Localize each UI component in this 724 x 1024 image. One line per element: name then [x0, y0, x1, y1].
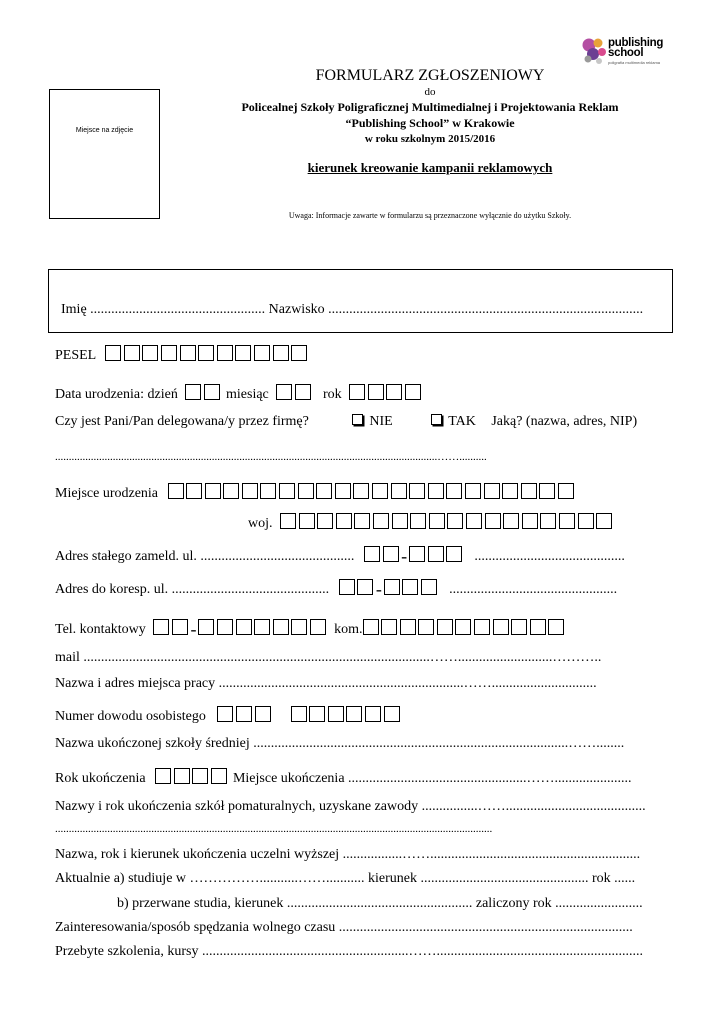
correspondence-address-row [55, 579, 617, 600]
char-box[interactable] [540, 513, 556, 529]
graduation-year-boxes[interactable] [155, 768, 229, 787]
dob-row [55, 384, 424, 403]
permanent-address-label[interactable]: Adres stałego zameld. ul. ............................................ [55, 549, 355, 564]
digit-box[interactable] [364, 546, 380, 562]
char-box[interactable] [502, 483, 518, 499]
high-school-field[interactable]: Nazwa ukończonej szkoły średniej ..........................................................................................……........ [55, 736, 625, 751]
id-number-boxes[interactable] [291, 706, 403, 725]
char-box[interactable] [484, 483, 500, 499]
digit-box[interactable] [421, 579, 437, 595]
digit-box[interactable] [402, 579, 418, 595]
pesel-label: PESEL [55, 348, 96, 363]
workplace-field[interactable]: Nazwa i adres miejsca pracy ......................................................................…….............................. [55, 676, 597, 691]
birthplace-row [55, 483, 577, 502]
course-direction: kierunek kreowanie kampanii reklamowych [307, 160, 553, 175]
digit-box[interactable] [418, 619, 434, 635]
logo-text-publishing: publishing [608, 37, 664, 49]
digit-box[interactable] [174, 768, 190, 784]
char-box[interactable] [205, 483, 221, 499]
id-series-boxes[interactable] [217, 706, 273, 725]
digit-box[interactable] [309, 706, 325, 722]
correspondence-city-field[interactable]: ................................................ [449, 582, 618, 597]
char-box[interactable] [336, 513, 352, 529]
char-box[interactable] [372, 483, 388, 499]
char-box[interactable] [429, 513, 445, 529]
checkbox-icon[interactable] [431, 414, 442, 425]
char-box[interactable] [446, 483, 462, 499]
char-box[interactable] [260, 483, 276, 499]
voivodeship-boxes[interactable] [280, 513, 615, 532]
voivodeship-row [248, 513, 615, 532]
digit-box[interactable] [291, 619, 307, 635]
title-do: do [424, 86, 436, 98]
phone-boxes[interactable]: - [153, 619, 328, 640]
char-box[interactable] [317, 513, 333, 529]
courses-field[interactable]: Przebyte szkolenia, kursy ...........................................................……........................................................... [55, 944, 643, 959]
company-details-field[interactable]: ...........................................................................................................................................…….......... [55, 451, 487, 463]
char-box[interactable] [539, 483, 555, 499]
school-name: Policealnej Szkoły Poligraficznej Multimedialnej i Projektowania Reklam [241, 100, 619, 114]
digit-box[interactable] [273, 345, 289, 361]
digit-box[interactable] [384, 579, 400, 595]
checkbox-icon[interactable] [352, 414, 363, 425]
dob-year-label: rok [322, 387, 342, 402]
digit-box[interactable] [192, 768, 208, 784]
char-box[interactable] [373, 513, 389, 529]
digit-box[interactable] [217, 345, 233, 361]
company-question: Jaką? (nazwa, adres, NIP) [491, 414, 638, 429]
postal-code-boxes[interactable]: - [339, 579, 440, 600]
photo-placeholder [49, 89, 160, 219]
email-field[interactable]: mail ...................................................................................................……...........................……….. [55, 650, 602, 665]
phone-row [55, 619, 567, 640]
publishing-school-logo [580, 36, 680, 70]
logo-tagline: poligrafia multimedia reklama [608, 60, 661, 65]
char-box[interactable] [242, 483, 258, 499]
digit-box[interactable] [428, 546, 444, 562]
char-box[interactable] [428, 483, 444, 499]
interrupted-studies-field[interactable]: b) przerwane studia, kierunek ..................................................... zaliczony rok ......................... [117, 896, 643, 911]
mobile-boxes[interactable] [363, 619, 568, 638]
school-name-2: “Publishing School” w Krakowie [345, 116, 515, 130]
char-box[interactable] [280, 513, 296, 529]
university-field[interactable]: Nazwa, rok i kierunek ukończenia uczelni wyższej .................……............................................................ [55, 847, 641, 862]
correspondence-address-label[interactable]: Adres do koresp. ul. ............................................. [55, 582, 330, 597]
digit-box[interactable] [276, 384, 292, 400]
digit-box[interactable] [357, 579, 373, 595]
digit-box[interactable] [368, 384, 384, 400]
current-studies-field[interactable]: Aktualnie a) studiuje w ……………...........……........... kierunek ................................................ rok ...... [55, 871, 636, 886]
pesel-row [55, 345, 310, 364]
digit-box[interactable] [180, 345, 196, 361]
char-box[interactable] [578, 513, 594, 529]
digit-box[interactable] [386, 384, 402, 400]
char-box[interactable] [522, 513, 538, 529]
nie-label: NIE [369, 414, 393, 429]
char-box[interactable] [558, 483, 574, 499]
char-box[interactable] [466, 513, 482, 529]
digit-box[interactable] [328, 706, 344, 722]
digit-box[interactable] [185, 384, 201, 400]
digit-box[interactable] [548, 619, 564, 635]
id-number-label: Numer dowodu osobistego [55, 709, 206, 724]
char-box[interactable] [236, 706, 252, 722]
char-box[interactable] [299, 513, 315, 529]
permanent-city-field[interactable]: ........................................... [474, 549, 625, 564]
graduation-row [55, 768, 632, 787]
digit-box[interactable] [124, 345, 140, 361]
digit-box[interactable] [236, 619, 252, 635]
char-box[interactable] [354, 513, 370, 529]
delegated-question: Czy jest Pani/Pan delegowana/y przez firmę? [55, 414, 309, 429]
logo-text-school: school [608, 47, 644, 59]
digit-box[interactable] [383, 546, 399, 562]
char-box[interactable] [168, 483, 184, 499]
digit-box[interactable] [493, 619, 509, 635]
postsecondary-field[interactable]: Nazwy i rok ukończenia szkół pomaturalnych, uzyskane zawody ................……........................................ [55, 799, 646, 814]
char-box[interactable] [186, 483, 202, 499]
char-box[interactable] [217, 706, 233, 722]
name-field[interactable]: Imię .................................................. Nazwisko .......................................................................................... [61, 302, 644, 317]
char-box[interactable] [503, 513, 519, 529]
digit-box[interactable] [142, 345, 158, 361]
digit-box[interactable] [511, 619, 527, 635]
digit-box[interactable] [381, 619, 397, 635]
digit-box[interactable] [409, 546, 425, 562]
postsecondary-continuation[interactable]: ............................................................................................................................................................... [55, 823, 493, 835]
digit-box[interactable] [346, 706, 362, 722]
digit-box[interactable] [217, 619, 233, 635]
char-box[interactable] [391, 483, 407, 499]
digit-box[interactable] [349, 384, 365, 400]
digit-box[interactable] [198, 619, 214, 635]
digit-box[interactable] [254, 345, 270, 361]
pesel-boxes[interactable] [105, 345, 310, 364]
char-box[interactable] [521, 483, 537, 499]
dob-month-label: miesiąc [226, 387, 269, 402]
char-box[interactable] [410, 513, 426, 529]
delegated-row [55, 414, 637, 430]
char-box[interactable] [353, 483, 369, 499]
name-section [48, 269, 673, 333]
digit-box[interactable] [365, 706, 381, 722]
digit-box[interactable] [530, 619, 546, 635]
digit-box[interactable] [384, 706, 400, 722]
logo-circles-icon [580, 36, 610, 70]
digit-box[interactable] [437, 619, 453, 635]
digit-box[interactable] [455, 619, 471, 635]
birthplace-label: Miejsce urodzenia [55, 486, 159, 501]
mobile-label: kom. [334, 622, 363, 637]
id-number-row [55, 706, 402, 725]
dob-day-label: Data urodzenia: dzień [55, 387, 178, 402]
tak-option[interactable] [431, 414, 476, 429]
digit-box[interactable] [446, 546, 462, 562]
digit-box[interactable] [295, 384, 311, 400]
digit-box[interactable] [310, 619, 326, 635]
postal-code-boxes[interactable]: - [364, 546, 465, 567]
char-box[interactable] [485, 513, 501, 529]
digit-box[interactable] [339, 579, 355, 595]
char-box[interactable] [465, 483, 481, 499]
char-box[interactable] [559, 513, 575, 529]
phone-label: Tel. kontaktowy [55, 622, 146, 637]
digit-box[interactable] [474, 619, 490, 635]
digit-box[interactable] [198, 345, 214, 361]
digit-box[interactable] [405, 384, 421, 400]
voivodeship-label: woj. [248, 516, 273, 531]
digit-box[interactable] [172, 619, 188, 635]
dob-day-boxes[interactable] [185, 384, 222, 403]
digit-box[interactable] [105, 345, 121, 361]
photo-label: Miejsce na zdjęcie [75, 127, 134, 134]
digit-box[interactable] [363, 619, 379, 635]
school-year: w roku szkolnym 2015/2016 [364, 133, 496, 145]
form-title: FORMULARZ ZGŁOSZENIOWY [315, 67, 545, 84]
char-box[interactable] [447, 513, 463, 529]
char-box[interactable] [335, 483, 351, 499]
privacy-note: Uwaga: Informacje zawarte w formularzu są przeznaczone wyłącznie do użytku Szkoły. [288, 211, 572, 220]
permanent-address-row [55, 546, 625, 567]
char-box[interactable] [409, 483, 425, 499]
digit-box[interactable] [211, 768, 227, 784]
tak-label: TAK [448, 414, 476, 429]
digit-box[interactable] [161, 345, 177, 361]
char-box[interactable] [255, 706, 271, 722]
graduation-place-field[interactable]: Miejsce ukończenia ...................................................……...................... [232, 771, 632, 786]
char-box[interactable] [316, 483, 332, 499]
birthplace-boxes[interactable] [168, 483, 577, 502]
digit-box[interactable] [291, 345, 307, 361]
char-box[interactable] [298, 483, 314, 499]
digit-box[interactable] [291, 706, 307, 722]
digit-box[interactable] [155, 768, 171, 784]
digit-box[interactable] [235, 345, 251, 361]
nie-option[interactable] [352, 414, 392, 429]
dob-year-boxes[interactable] [349, 384, 423, 403]
char-box[interactable] [392, 513, 408, 529]
char-box[interactable] [596, 513, 612, 529]
digit-box[interactable] [400, 619, 416, 635]
dob-month-boxes[interactable] [276, 384, 313, 403]
digit-box[interactable] [204, 384, 220, 400]
digit-box[interactable] [153, 619, 169, 635]
hobbies-field[interactable]: Zainteresowania/sposób spędzania wolnego czasu .................................................................................... [55, 920, 633, 935]
digit-box[interactable] [273, 619, 289, 635]
char-box[interactable] [279, 483, 295, 499]
char-box[interactable] [223, 483, 239, 499]
digit-box[interactable] [254, 619, 270, 635]
graduation-year-label: Rok ukończenia [55, 771, 146, 786]
